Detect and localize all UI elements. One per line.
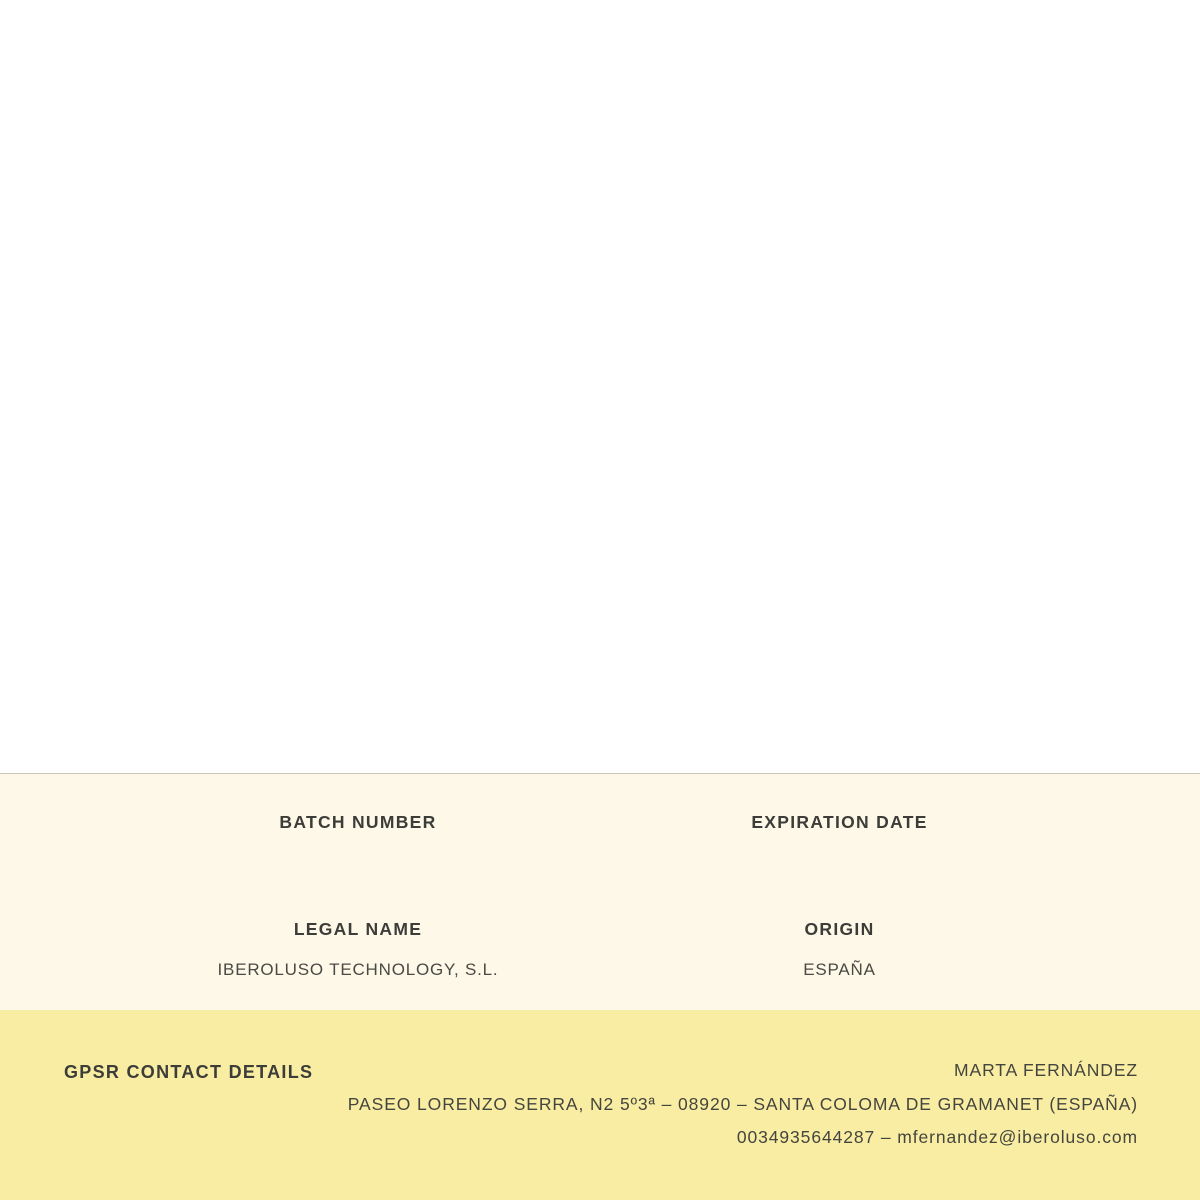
field-batch-number-label: BATCH NUMBER bbox=[279, 812, 437, 832]
field-legal-name-label: LEGAL NAME bbox=[293, 919, 423, 939]
gpsr-contact-name: MARTA FERNÁNDEZ bbox=[954, 1060, 1138, 1080]
field-expiration-date bbox=[716, 812, 963, 853]
field-origin-label: ORIGIN bbox=[804, 919, 875, 939]
field-origin-value: ESPAÑA bbox=[803, 960, 876, 979]
gpsr-contact-title: GPSR CONTACT DETAILS bbox=[64, 1062, 314, 1082]
field-batch-number bbox=[0, 812, 716, 853]
product-info-grid bbox=[0, 774, 1200, 1010]
field-expiration-date-label: EXPIRATION DATE bbox=[751, 812, 928, 832]
gpsr-contact-lines bbox=[348, 1062, 1138, 1147]
gpsr-contact-band bbox=[0, 1010, 1200, 1200]
field-legal-name bbox=[0, 919, 716, 980]
field-legal-name-value: IBEROLUSO TECHNOLOGY, S.L. bbox=[217, 960, 499, 979]
gpsr-contact-address: PASEO LORENZO SERRA, N2 5º3ª – 08920 – SANTA COLOMA DE GRAMANET (ESPAÑA) bbox=[347, 1093, 1138, 1114]
gpsr-contact-phone-email: 0034935644287 – mfernandez@iberoluso.com bbox=[736, 1127, 1138, 1147]
field-origin bbox=[716, 919, 963, 980]
product-info-band bbox=[0, 774, 1200, 1010]
